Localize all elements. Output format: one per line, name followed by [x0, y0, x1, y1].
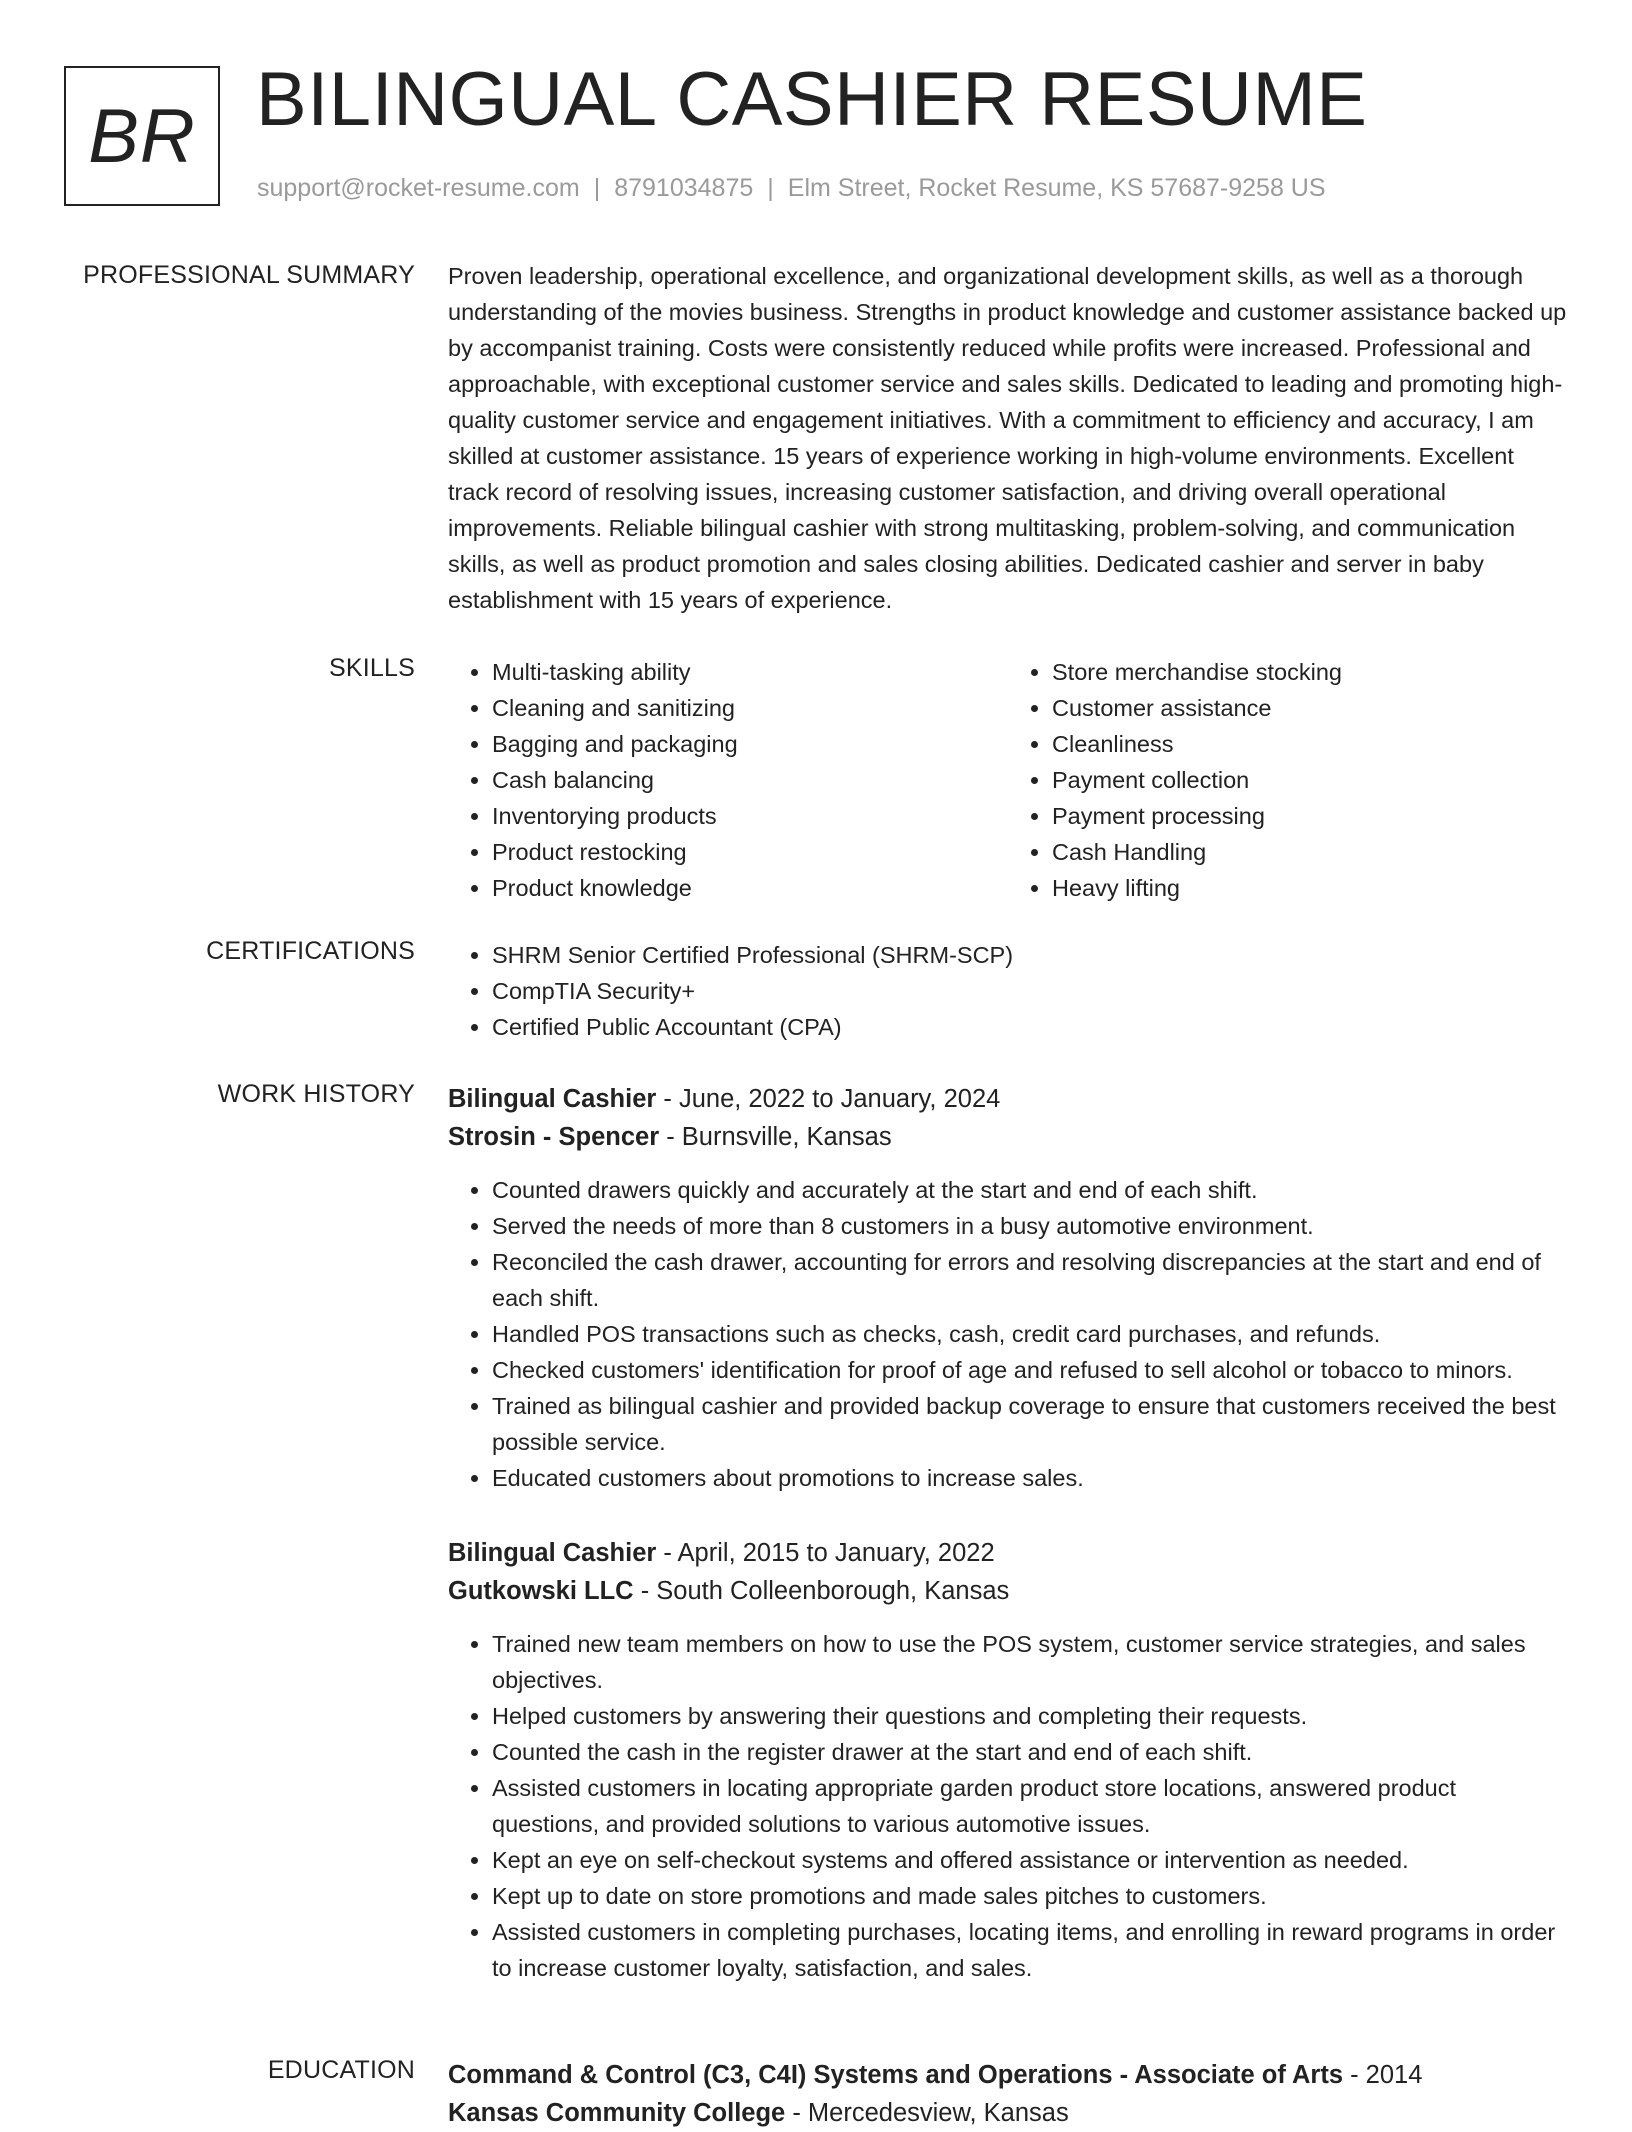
job-entry	[448, 1080, 1568, 1496]
job-role: Bilingual Cashier	[448, 1539, 657, 1567]
job-title-line	[448, 1534, 1568, 1572]
education-location: - Mercedesview, Kansas	[785, 2099, 1069, 2127]
job-bullets	[448, 1626, 1568, 1986]
list-item: • Reconciled the cash drawer, accounting for errors and resolving discrepancies at the start and end of each shift.	[492, 1244, 1568, 1316]
certifications-body	[448, 937, 1568, 1045]
summary-heading: PROFESSIONAL SUMMARY	[83, 261, 415, 289]
contact-separator: |	[767, 174, 774, 202]
skills-heading: SKILLS	[329, 654, 415, 682]
education-degree: Command & Control (C3, C4I) Systems and Operations - Associate of Arts	[448, 2061, 1344, 2089]
certifications-heading: CERTIFICATIONS	[206, 937, 415, 965]
list-item: • Payment collection	[1052, 762, 1568, 798]
education-school: Kansas Community College	[448, 2099, 786, 2127]
job-company: Strosin - Spencer	[448, 1123, 660, 1151]
summary-text: Proven leadership, operational excellence, and organizational development skills, as well as a thorough understanding of the movies business. Strengths in product knowledge and customer assistance backed up by accompanist training. Costs were consistently reduced while profits were increased. Professional and approachable, with exceptional customer service and sales skills. Dedicated to leading and promoting high-quality customer service and engagement initiatives. With a commitment to efficiency and accuracy, I am skilled at customer assistance. 15 years of experience working in high-volume environments. Excellent track record of resolving issues, increasing customer satisfaction, and driving overall operational improvements. Reliable bilingual cashier with strong multitasking, problem-solving, and communication skills, as well as product promotion and sales closing abilities. Dedicated cashier and server in baby establishment with 15 years of experience.	[448, 263, 1567, 613]
list-item: • SHRM Senior Certified Professional (SHRM-SCP)	[492, 937, 1568, 973]
list-item: • Assisted customers in locating appropriate garden product store locations, answered product questions, and provided solutions to various automotive issues.	[492, 1770, 1568, 1842]
list-item: • Assisted customers in completing purchases, locating items, and enrolling in reward programs in order to increase customer loyalty, satisfaction, and sales.	[492, 1914, 1568, 1986]
list-item: • Product knowledge	[492, 870, 1008, 906]
list-item: • Cleanliness	[1052, 726, 1568, 762]
skills-list-right	[1008, 654, 1568, 906]
list-item: • Kept up to date on store promotions and made sales pitches to customers.	[492, 1878, 1568, 1914]
job-company-line	[448, 1572, 1568, 1610]
job-dates: - June, 2022 to January, 2024	[656, 1085, 1001, 1113]
job-role: Bilingual Cashier	[448, 1085, 657, 1113]
job-location: - South Colleenborough, Kansas	[633, 1577, 1010, 1605]
contact-address: Elm Street, Rocket Resume, KS 57687-9258 US	[787, 174, 1326, 202]
skills-body	[448, 654, 1568, 906]
list-item: • Trained new team members on how to use the POS system, customer service strategies, and sales objectives.	[492, 1626, 1568, 1698]
education-school-line	[448, 2094, 1568, 2132]
list-item: • Heavy lifting	[1052, 870, 1568, 906]
list-item: • Cash balancing	[492, 762, 1008, 798]
list-item: • Handled POS transactions such as checks, cash, credit card purchases, and refunds.	[492, 1316, 1568, 1352]
education-year: - 2014	[1343, 2061, 1423, 2089]
list-item: • Multi-tasking ability	[492, 654, 1008, 690]
list-item: • Checked customers' identification for proof of age and refused to sell alcohol or tobacco to minors.	[492, 1352, 1568, 1388]
list-item: • Trained as bilingual cashier and provided backup coverage to ensure that customers received the best possible service.	[492, 1388, 1568, 1460]
summary-body	[448, 258, 1568, 618]
monogram-logo: BR	[64, 66, 220, 206]
list-item: • Counted the cash in the register drawer at the start and end of each shift.	[492, 1734, 1568, 1770]
list-item: • Cash Handling	[1052, 834, 1568, 870]
education-body	[448, 2056, 1568, 2132]
job-bullets	[448, 1172, 1568, 1496]
list-item: • Payment processing	[1052, 798, 1568, 834]
list-item: • Cleaning and sanitizing	[492, 690, 1008, 726]
list-item: • CompTIA Security+	[492, 973, 1568, 1009]
skills-list-left	[448, 654, 1008, 906]
list-item: • Helped customers by answering their questions and completing their requests.	[492, 1698, 1568, 1734]
job-title-line	[448, 1080, 1568, 1118]
work-heading: WORK HISTORY	[217, 1080, 415, 1108]
list-item: • Certified Public Accountant (CPA)	[492, 1009, 1568, 1045]
contact-line	[257, 174, 1326, 203]
list-item: • Inventorying products	[492, 798, 1008, 834]
list-item: • Educated customers about promotions to increase sales.	[492, 1460, 1568, 1496]
contact-separator: |	[593, 174, 601, 202]
list-item: • Store merchandise stocking	[1052, 654, 1568, 690]
job-company-line	[448, 1118, 1568, 1156]
list-item: • Product restocking	[492, 834, 1008, 870]
education-degree-line	[448, 2056, 1568, 2094]
education-heading: EDUCATION	[267, 2056, 415, 2084]
list-item: • Served the needs of more than 8 customers in a busy automotive environment.	[492, 1208, 1568, 1244]
list-item: • Customer assistance	[1052, 690, 1568, 726]
job-location: - Burnsville, Kansas	[659, 1123, 892, 1151]
contact-email: support@rocket-resume.com	[257, 174, 580, 202]
job-dates: - April, 2015 to January, 2022	[656, 1539, 995, 1567]
list-item: • Bagging and packaging	[492, 726, 1008, 762]
page-title: BILINGUAL CASHIER RESUME	[256, 57, 1368, 142]
work-body	[448, 1080, 1568, 2024]
contact-phone: 8791034875	[614, 174, 754, 202]
list-item: • Counted drawers quickly and accurately at the start and end of each shift.	[492, 1172, 1568, 1208]
job-company: Gutkowski LLC	[448, 1577, 634, 1605]
job-entry	[448, 1534, 1568, 1986]
list-item: • Kept an eye on self-checkout systems and offered assistance or intervention as needed.	[492, 1842, 1568, 1878]
certifications-list	[448, 937, 1568, 1045]
